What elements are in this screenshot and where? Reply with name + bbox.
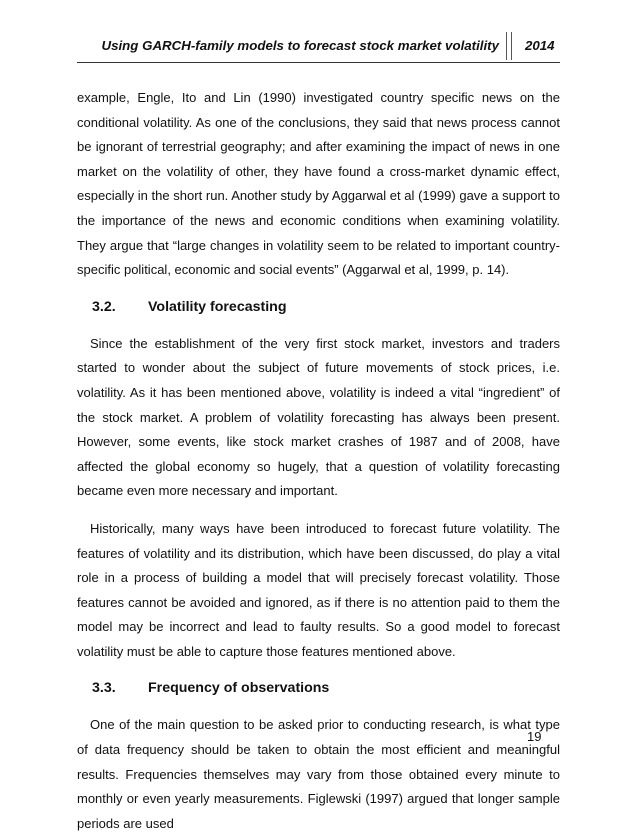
paragraph: Historically, many ways have been introduced to forecast future volatility. The features of volatility and its distribution, which have been discussed, do play a vital role in a process of building a model that will precisely forecast volatility. Those features cannot be avoided and ignored, as if there is no attention paid to them the model may be incorrect and lead to faulty results. So a good model to forecast volatility must be able to capture those features mentioned above.	[77, 520, 560, 659]
header-rule	[77, 62, 560, 63]
section-title: Frequency of observations	[148, 680, 330, 697]
section-title: Volatility forecasting	[148, 298, 287, 315]
intro-paragraph: example, Engle, Ito and Lin (1990) investigated country specific news on the conditional volatility. As one of the conclusions, they said that news process cannot be ignorant of terrestrial geography; and after examining the impact of news in one market on the volatility of other, they have found a cross-market dynamic effect, especially in the short run. Another study by Aggarwal et al (1999) gave a support to the importance of the news and economic conditions when examining volatility. They argue that “large changes in volatility seem to be related to important country-specific political, economic and social events” (Aggarwal et al, 1999, p. 14).	[77, 90, 560, 278]
page-number: 19	[527, 729, 542, 744]
paragraph: Since the establishment of the very first stock market, investors and traders started to wonder about the subject of future movements of stock prices, i.e. volatility. As it has been mentioned above, volatility is indeed a vital “ingredient” of the stock market. A problem of volatility forecasting has always been present. However, some events, like stock market crashes of 1987 and of 2008, have affected the global economy so hugely, that a question of volatility forecasting became even more necessary and important.	[77, 335, 560, 499]
header-year: 2014	[525, 38, 555, 53]
section-heading-frequency-of-observations	[77, 678, 560, 698]
section-heading-volatility-forecasting	[77, 297, 560, 317]
paragraph: One of the main question to be asked prior to conducting research, is what type of data frequency should be taken to obtain the most efficient and meaningful results. Frequencies themselves may vary from those obtained every minute to monthly or even yearly measurements. Figlewski (1997) argued that longer sample periods are used	[77, 717, 560, 831]
header-divider	[506, 32, 512, 60]
section-number: 3.2.	[92, 298, 116, 315]
section-number: 3.3.	[92, 680, 116, 697]
header-title: Using GARCH-family models to forecast stock market volatility	[101, 38, 499, 53]
running-header	[0, 32, 638, 62]
page-body	[77, 86, 560, 836]
